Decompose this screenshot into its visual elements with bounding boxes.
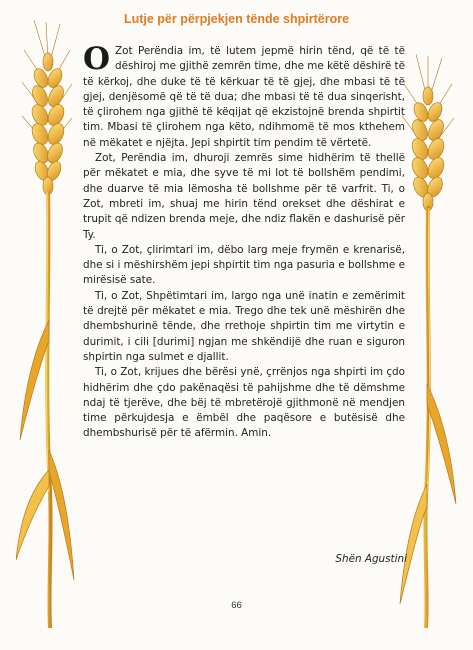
paragraph: Zot, Perëndia im, dhuroji zemrës sime hidhërim të thellë për mëkatet e mia, dhe syve të mi lot të bollshëm pendimi, dhe duarve të mia lëmosha të bollshme për të varfrit. Ti, o Zot, mbreti im, shuaj me hirin tënd orekset dhe dëshirat e trupit që ndizen brenda meje, dhe ndiz flakën e dashurisë për Ty. [83, 152, 405, 241]
wheat-stalk-right-icon [396, 54, 458, 630]
page-number: 66 [231, 600, 242, 611]
paragraph: Ti, o Zot, çlirimtari im, dëbo larg meje frymën e krenarisë, dhe si i mëshirshëm jepi shpirtit tim nga pasuria e bollshme e mirësisë sate. [83, 243, 405, 287]
drop-cap: O [83, 41, 111, 77]
paragraph: Ti, o Zot, Shpëtimtari im, largo nga unë inatin e zemërimit të drejtë për mëkatet e mia. Trego dhe tek unë mëshirën dhe dhembshurinë tënde, dhe rrethoje shpirtin tim me virtytin e durimit, i cili [durimi] ngjan me shkëndijë dhe ruan e siguron shpirtin nga sulmet e djallit. [83, 289, 405, 363]
wheat-stalk-left-icon [16, 20, 78, 630]
paragraph: Ti, o Zot, krijues dhe bërësi ynë, çrrënjos nga shpirti im çdo hidhërim dhe çdo pakënaqësi të pahijshme dhe të dëmshme ndaj të tjerëve, dhe bëj të mbretërojë gjithmonë në mendjen time përkujdesja e ëmbël dhe paqësore e butësisë dhe dhembshurisë për të afërmin. Amin. [83, 366, 405, 440]
prayer-text [83, 41, 405, 442]
page-title: Lutje për përpjekjen tënde shpirtërore [123, 12, 350, 26]
paragraph [83, 41, 405, 151]
paragraph-text: Zot Perëndia im, të lutem jepmë hirin tënd, që të të dëshiroj me gjithë zemrën time, dhe me këtë dëshirë të të kërkoj, dhe duke të të kërkuar të të gjej, dhe mbasi të të gjej, denjësomë që të të dua; dhe mbasi të të dua sinqerisht, të çlirohem nga gjithë të këqijat që ekzistojnë brenda shpirtit tim. Mbasi të çlirohem nga këto, ndihmomë të mos kthehem në mëkatet e njëjta. Jepi shpirtit tim pendim të vërtetë. [83, 45, 405, 149]
author-signature: Shën Agustini [335, 553, 407, 565]
